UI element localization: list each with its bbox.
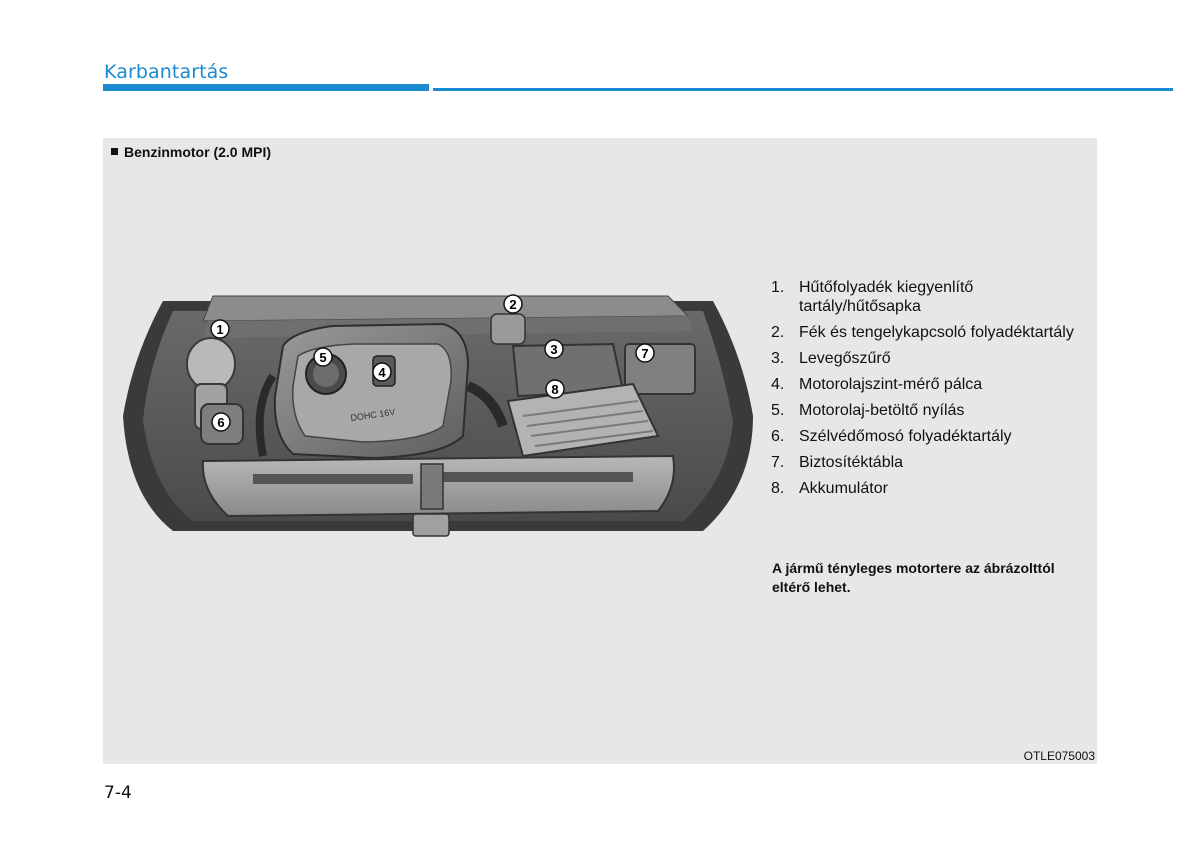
callout-5 bbox=[314, 348, 332, 366]
callout-6 bbox=[212, 413, 230, 431]
legend-item: 1. Hűtőfolyadék kiegyenlítő tartály/hűtősapka bbox=[771, 279, 974, 315]
svg-text:5: 5 bbox=[319, 350, 327, 365]
callout-7 bbox=[636, 344, 654, 362]
callout-4 bbox=[373, 363, 391, 381]
legend-item: 8. Akkumulátor bbox=[771, 480, 888, 497]
header-rule-thin bbox=[433, 88, 1173, 91]
svg-text:3: 3 bbox=[550, 342, 558, 357]
engine-bay-illustration bbox=[113, 286, 763, 576]
callout-2 bbox=[504, 295, 522, 313]
header-rule-thick bbox=[103, 84, 429, 91]
svg-text:6: 6 bbox=[217, 415, 225, 430]
component-legend bbox=[771, 278, 1091, 505]
legend-item: 7. Biztosítéktábla bbox=[771, 454, 904, 471]
disclaimer-note: A jármű tényleges motortere az ábrázolttól eltérő lehet. bbox=[772, 560, 1055, 595]
svg-text:2: 2 bbox=[509, 297, 517, 312]
svg-text:1: 1 bbox=[216, 322, 224, 337]
figure-caption-text: Benzinmotor (2.0 MPI) bbox=[124, 144, 272, 160]
legend-item: 2. Fék és tengelykapcsoló folyadéktartály bbox=[771, 324, 1074, 341]
image-code: OTLE075003 bbox=[1023, 749, 1095, 763]
callout-8 bbox=[546, 380, 564, 398]
bullet-square-icon bbox=[111, 148, 118, 155]
section-title: Karbantartás bbox=[104, 61, 229, 83]
callout-1 bbox=[211, 320, 229, 338]
svg-text:8: 8 bbox=[551, 382, 559, 397]
legend-item: 5. Motorolaj-betöltő nyílás bbox=[771, 402, 965, 419]
legend-item: 6. Szélvédőmosó folyadéktartály bbox=[771, 428, 1012, 445]
legend-item: 3. Levegőszűrő bbox=[771, 350, 891, 367]
callout-3 bbox=[545, 340, 563, 358]
engine-cover-label: DOHC 16V bbox=[349, 406, 396, 423]
page-number: 7-4 bbox=[104, 783, 132, 803]
legend-item: 4. Motorolajszint-mérő pálca bbox=[771, 376, 983, 393]
figure-panel bbox=[103, 138, 1097, 764]
svg-text:4: 4 bbox=[378, 365, 386, 380]
svg-text:7: 7 bbox=[641, 346, 649, 361]
figure-caption bbox=[111, 144, 271, 160]
